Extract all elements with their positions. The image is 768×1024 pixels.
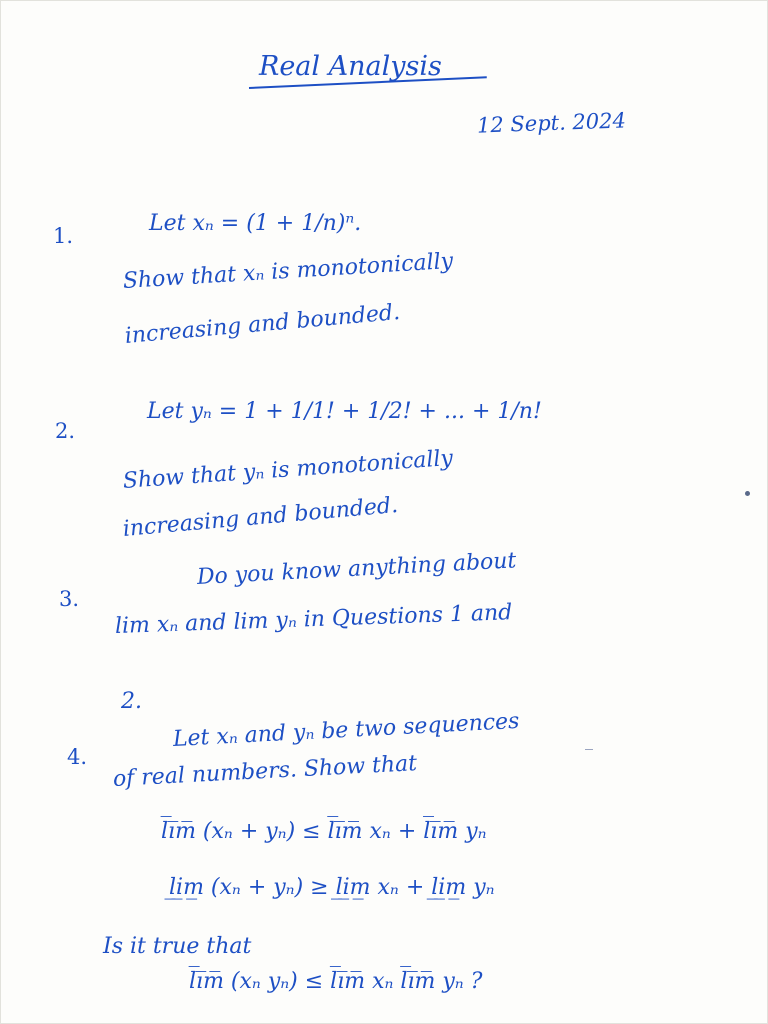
question-1-number: 1. xyxy=(53,224,74,248)
question-4-liminf-inequality: l̲i̲m̲ (xₙ + yₙ) ≥ l̲i̲m̲ xₙ + l̲i̲m̲ yₙ xyxy=(169,875,495,900)
question-3-line-3: 2. xyxy=(121,689,142,714)
question-3-line-2: lim xₙ and lim yₙ in Questions 1 and xyxy=(114,600,513,639)
question-3-number: 3. xyxy=(59,587,80,611)
question-4-line-2: of real numbers. Show that xyxy=(112,751,418,792)
question-4-line-1: Let xₙ and yₙ be two sequences xyxy=(172,708,521,752)
question-4-limsup-inequality: l̅i̅m̅ (xₙ + yₙ) ≤ l̅i̅m̅ xₙ + l̅i̅m̅ yₙ xyxy=(161,819,487,844)
pencil-mark xyxy=(585,749,593,750)
question-1-line-3: increasing and bounded. xyxy=(123,299,401,349)
question-2-number: 2. xyxy=(55,419,76,443)
question-2-line-1: Let yₙ = 1 + 1/1! + 1/2! + ... + 1/n! xyxy=(147,399,542,424)
page-date: 12 Sept. 2024 xyxy=(476,108,627,138)
question-2-line-2: Show that yₙ is monotonically xyxy=(122,445,454,494)
ink-dot xyxy=(745,491,750,496)
question-4-number: 4. xyxy=(67,745,88,769)
question-3-line-1: Do you know anything about xyxy=(196,548,517,590)
page-title: Real Analysis xyxy=(259,51,442,82)
question-2-line-3: increasing and bounded. xyxy=(121,492,399,542)
question-1-line-2: Show that xₙ is monotonically xyxy=(122,248,454,294)
question-4-line-5: Is it true that xyxy=(103,934,252,959)
question-1-line-1: Let xₙ = (1 + 1/n)ⁿ. xyxy=(149,211,362,236)
question-4-product-inequality: l̅i̅m̅ (xₙ yₙ) ≤ l̅i̅m̅ xₙ l̅i̅m̅ yₙ ? xyxy=(189,969,483,994)
